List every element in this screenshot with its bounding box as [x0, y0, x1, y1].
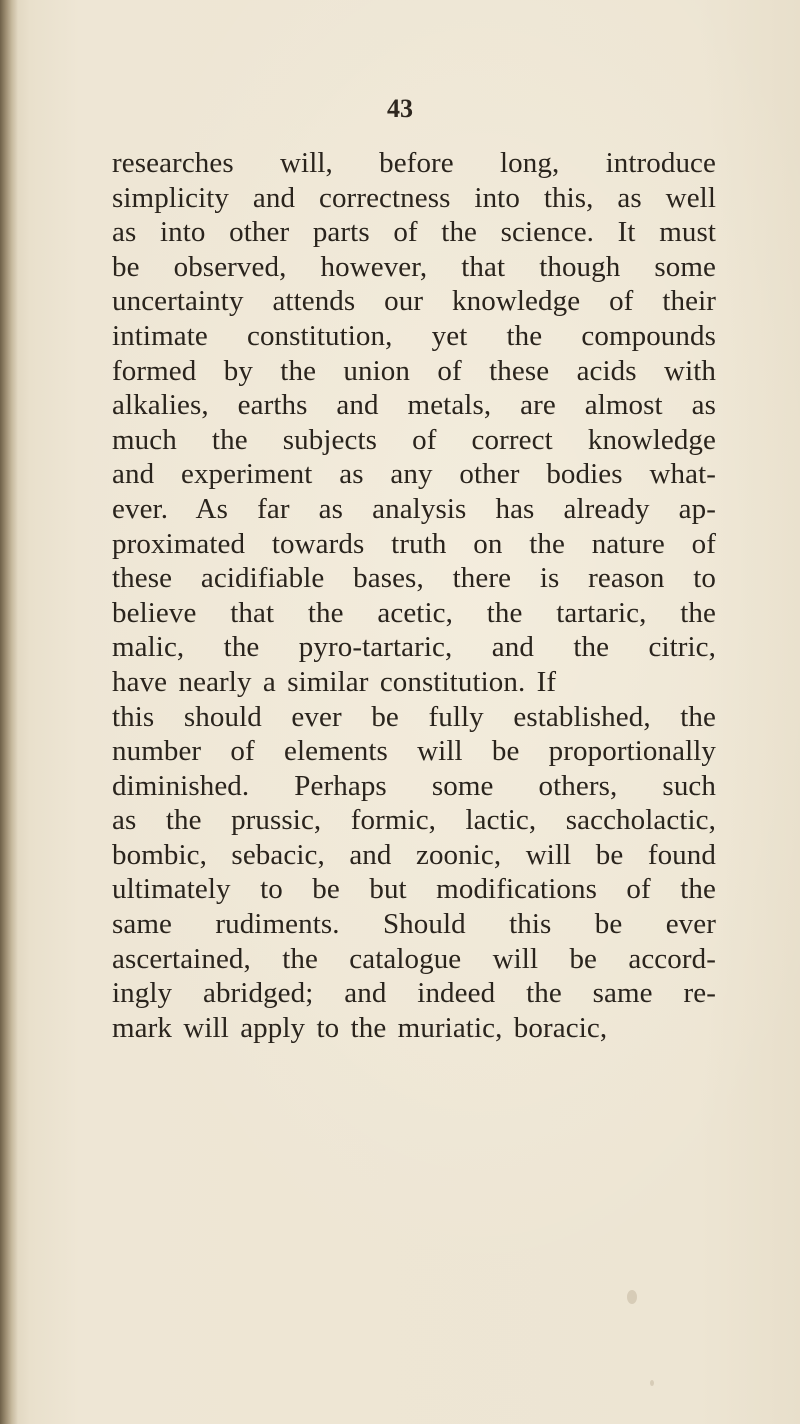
text-line: ascertained, the catalogue will be accord- [112, 942, 716, 975]
text-line: this should ever be fully established, the [112, 700, 716, 733]
text-line: be observed, however, that though some [112, 250, 716, 283]
text-line: these acidifiable bases, there is reason to [112, 562, 716, 595]
text-line: and experiment as any other bodies what- [112, 458, 716, 491]
text-line: researches will, before long, introduce [112, 147, 716, 179]
text-line: have nearly a similar constitution. If [112, 665, 557, 698]
text-line: as into other parts of the science. It must [112, 216, 716, 249]
text-line: simplicity and correctness into this, as well [112, 181, 716, 214]
text-line: ever. As far as analysis has already ap- [112, 492, 716, 525]
text-line: uncertainty attends our knowledge of their [112, 285, 716, 318]
text-line: much the subjects of correct knowledge [112, 423, 716, 456]
paper-speck [650, 1380, 654, 1386]
text-line: alkalies, earths and metals, are almost as [112, 389, 716, 422]
text-line: proximated towards truth on the nature of [112, 527, 716, 560]
page-number: 43 [387, 94, 413, 123]
text-line: mark will apply to the muriatic, boracic, [112, 1011, 608, 1044]
body-text [112, 146, 716, 1045]
text-line: diminished. Perhaps some others, such [112, 769, 716, 802]
text-line: ingly abridged; and indeed the same re- [112, 977, 716, 1010]
paper-speck [627, 1290, 637, 1304]
text-line: bombic, sebacic, and zoonic, will be found [112, 838, 716, 871]
text-line: formed by the union of these acids with [112, 354, 716, 387]
text-line: believe that the acetic, the tartaric, the [112, 596, 716, 629]
text-line: malic, the pyro-tartaric, and the citric, [112, 631, 716, 664]
text-line: number of elements will be proportionally [112, 735, 716, 768]
text-line: as the prussic, formic, lactic, saccholactic, [112, 804, 716, 837]
page-gutter [0, 0, 18, 1424]
text-line: intimate constitution, yet the compounds [112, 319, 716, 352]
text-line: same rudiments. Should this be ever [112, 908, 716, 941]
text-line: ultimately to be but modifications of the [112, 873, 716, 906]
